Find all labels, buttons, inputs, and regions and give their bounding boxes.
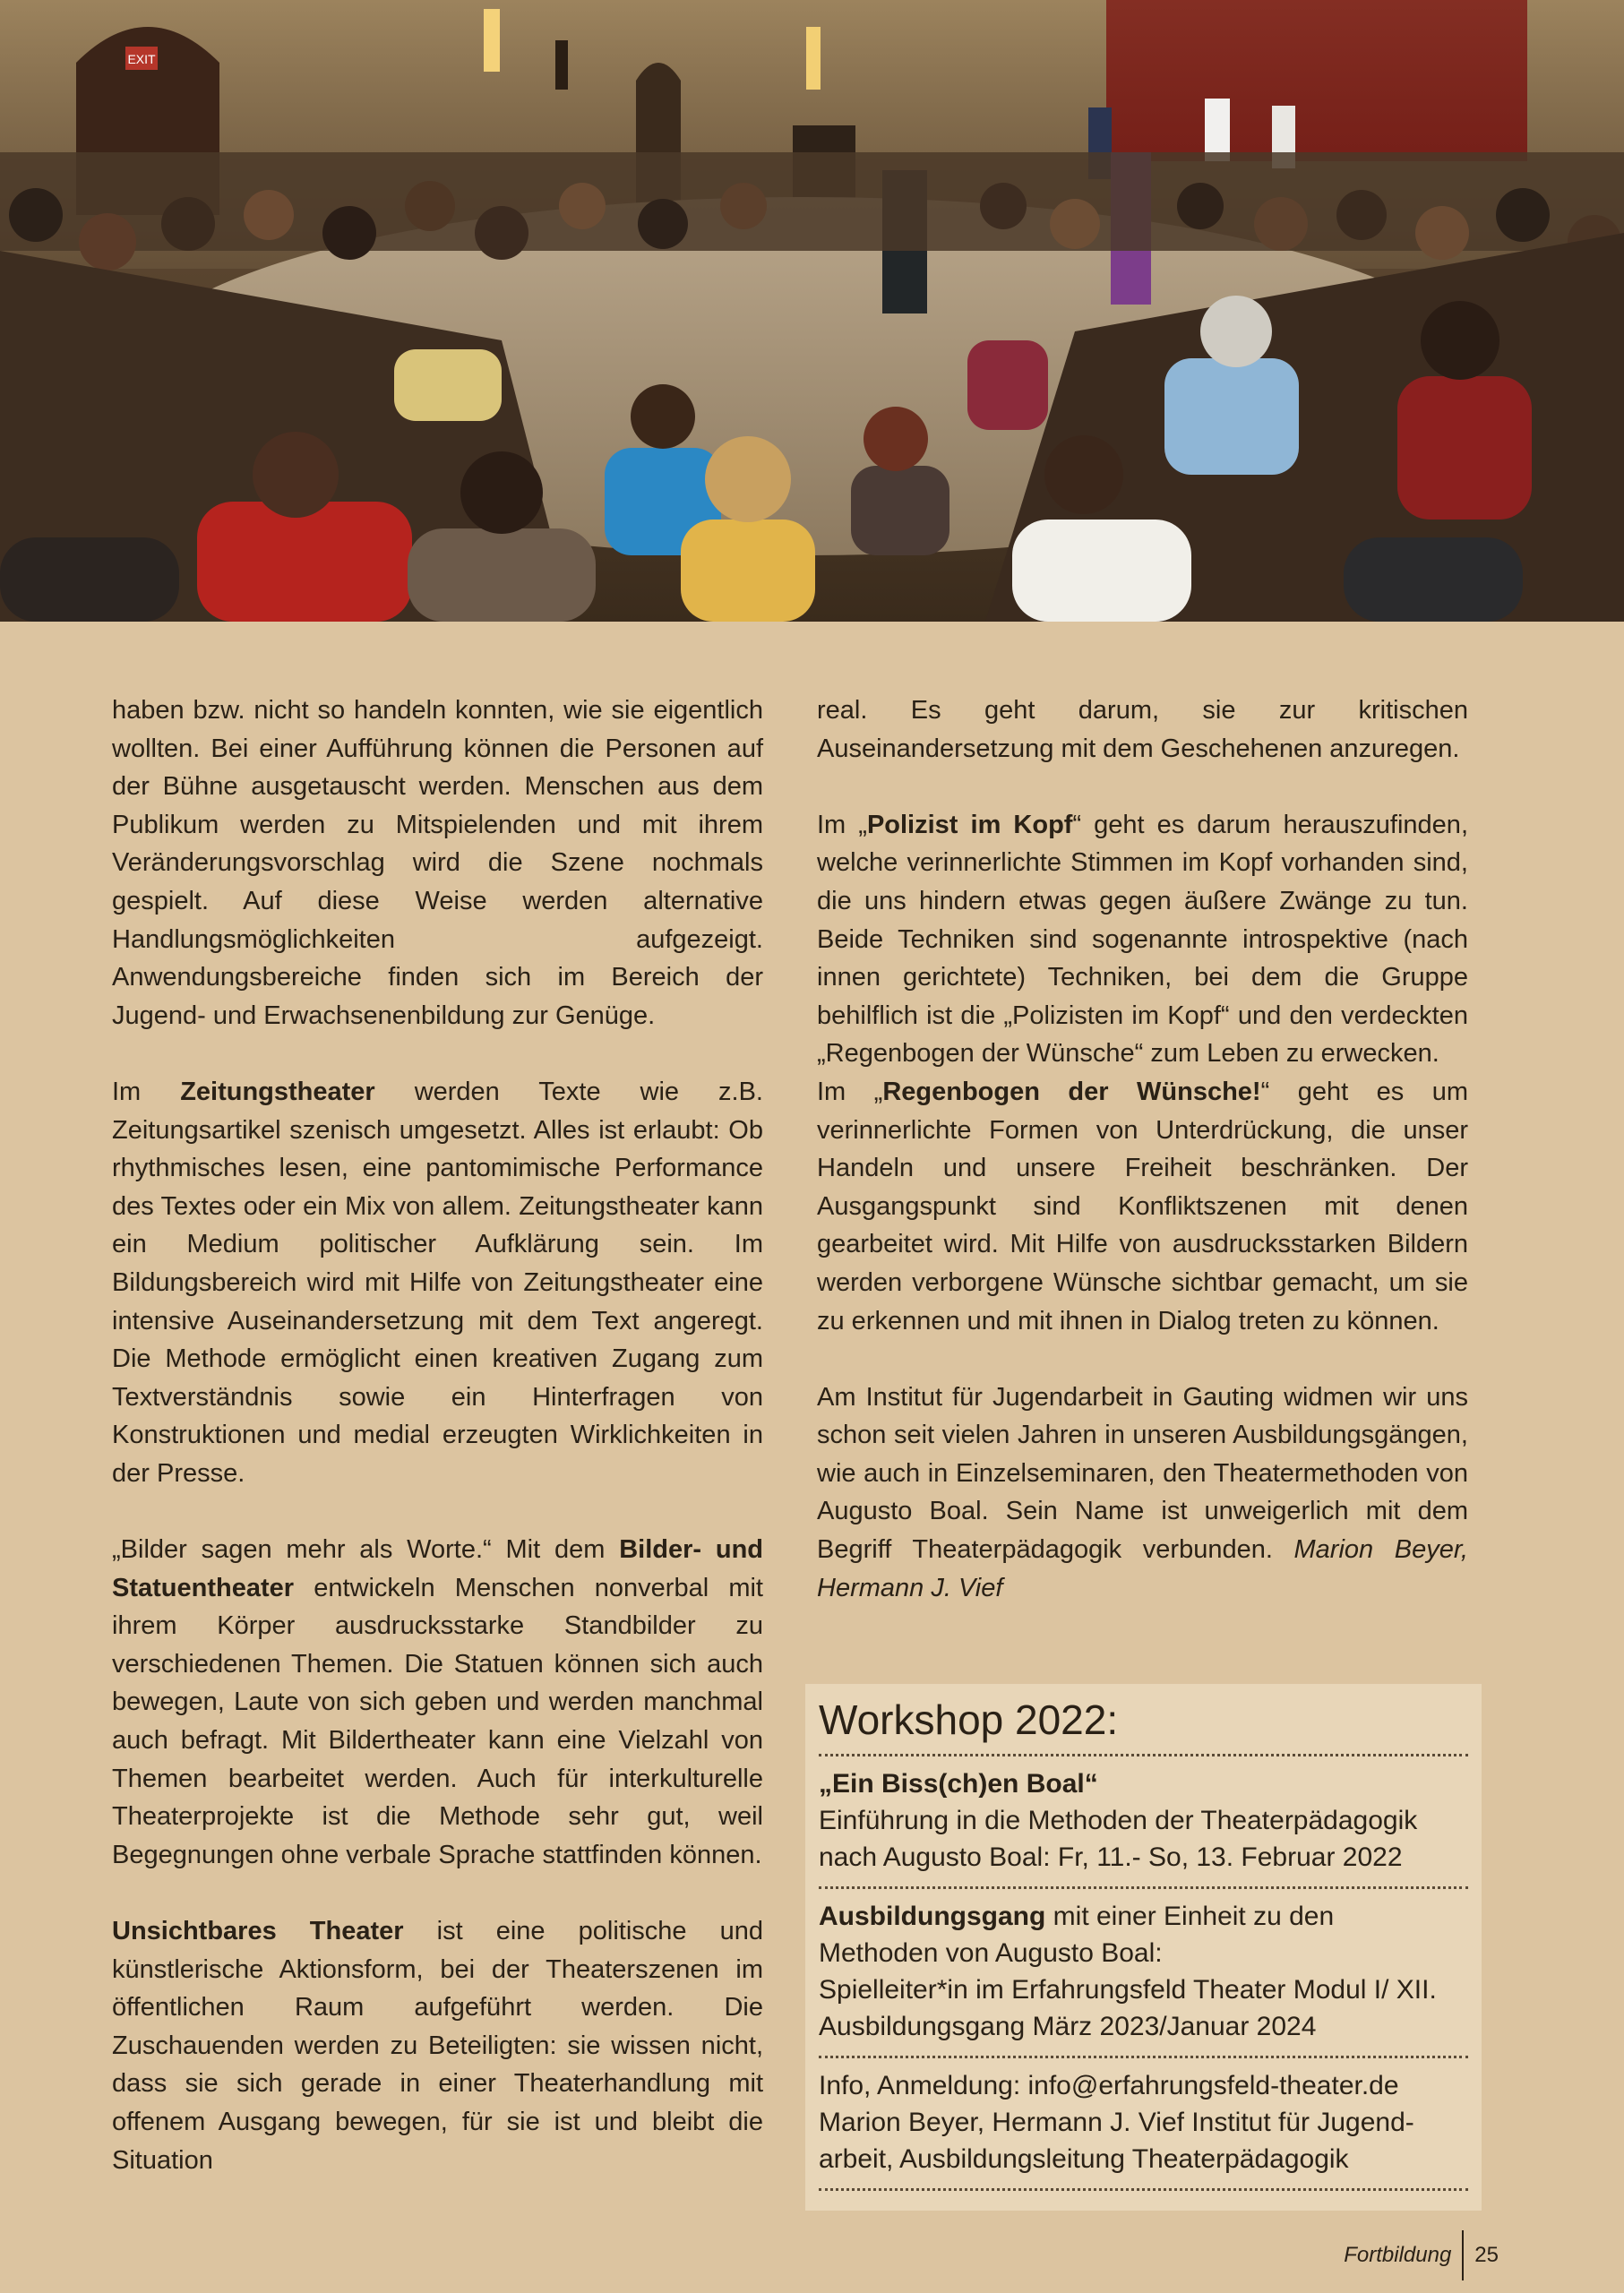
footer-section-name: Fortbildung: [1344, 2243, 1452, 2267]
term-polizist-im-kopf: Polizist im Kopf: [866, 810, 1073, 839]
paragraph-unsichtbares-theater: [112, 1912, 763, 2179]
text-run: Im „: [817, 1077, 883, 1106]
workshop-event-date: nach Augusto Boal: Fr, 11.- So, 13. Februar 2022: [819, 1842, 1403, 1872]
theater-audience-illustration: [0, 0, 1624, 622]
workshop-event-title: „Ein Biss(ch)en Boal“: [819, 1769, 1098, 1799]
workshop-ausbildungsgang-label: Ausbildungsgang: [819, 1902, 1046, 1931]
text-column-left: [112, 691, 763, 2179]
text-run: “ geht es darum herauszufinden, welche verinnerlichte Stimmen im Kopf vorhanden sind, die uns hindern etwas gegen äußere Zwänge zu tun. Beide Techniken sind sogenannte introspektive (nach innen gerichtete) Techniken, bei dem die Gruppe behilflich ist die „Polizisten im Kopf“ und den verdeckten „Regenbogen der Wünsche“ zum Leben zu erwecken.: [817, 810, 1468, 1069]
paragraph-regenbogen: [817, 1073, 1468, 1340]
exit-sign-text: EXIT: [127, 52, 156, 66]
workshop-title: Workshop 2022:: [819, 1696, 1119, 1743]
paragraph-zeitungstheater: [112, 1073, 763, 1493]
workshop-line: Ausbildungsgang März 2023/Januar 2024: [819, 2012, 1317, 2041]
workshop-line: Methoden von Augusto Boal:: [819, 1938, 1163, 1968]
workshop-section-ausbildung: [819, 1886, 1468, 2056]
workshop-event-line: Einführung in die Methoden der Theaterpädagogik: [819, 1806, 1418, 1835]
workshop-box: [805, 1684, 1482, 2211]
paragraph-institut: [817, 1378, 1468, 1608]
term-unsichtbares-theater: Unsichtbares Theater: [112, 1917, 404, 1945]
page-footer: [1344, 2230, 1499, 2280]
paragraph-continuation: real. Es geht darum, sie zur kritischen Auseinandersetzung mit dem Geschehenen anzuregen.: [817, 696, 1468, 763]
text-column-right: [817, 691, 1468, 1607]
workshop-contact-email[interactable]: Info, Anmeldung: info@erfahrungsfeld-theater.de: [819, 2071, 1399, 2100]
workshop-section-boal: [819, 1754, 1468, 1886]
text-run: „Bilder sagen mehr als Worte.“ Mit dem: [112, 1535, 620, 1565]
text-run: entwickeln Menschen nonverbal mit ihrem Körper ausdrucksstarke Standbilder zu verschiedenen Themen. Die Statuen können sich auch bewegen, Laute von sich geben und werden manchmal auch befragt. Mit Bildertheater kann eine Vielzahl von Themen bearbeitet werden. Auch für interkulturelle Theaterprojekte ist die Methode sehr gut, weil Begegnungen ohne verbale Sprache stattfinden können.: [112, 1573, 763, 1869]
workshop-section-info: [819, 2056, 1468, 2191]
workshop-contact-line: arbeit, Ausbildungsleitung Theaterpädagogik: [819, 2144, 1349, 2174]
term-zeitungstheater: Zeitungstheater: [180, 1077, 375, 1106]
text-run: ist eine politische und künstlerische Aktionsform, bei der Theaterszenen im öffentlichen Raum aufgeführt werden. Die Zuschauenden werden zu Beteiligten: sie wissen nicht, dass sie sich gerade in einer Theaterhandlung mit offenem Ausgang bewegen, für sie ist und bleibt die Situation: [112, 1917, 764, 2175]
term-bildertheater: Bilder- und Statuentheater: [112, 1535, 763, 1602]
text-run: mit einer Einheit zu den: [1045, 1902, 1335, 1931]
text-run: Im: [112, 1077, 181, 1106]
term-regenbogen-der-wuensche: Regenbogen der Wünsche!: [882, 1077, 1261, 1106]
text-run: werden Texte wie z.B. Zeitungsartikel szenisch umgesetzt. Alles ist erlaubt: Ob rhythmisches lesen, eine pantomimische Performance des Textes oder ein Mix von allem. Zeitungstheater kann ein Medium politischer Aufklärung sein. Im Bildungsbereich wird mit Hilfe von Zeitungstheater eine intensive Auseinandersetzung mit dem Text angeregt. Die Methode ermöglicht einen kreativen Zugang zum Textverständnis sowie ein Hinterfragen von Konstruktionen und medial erzeugten Wirklichkeiten in der Presse.: [112, 1077, 763, 1488]
text-run: Am Institut für Jugendarbeit in Gauting widmen wir uns schon seit vielen Jahren in unseren Ausbildungsgängen, wie auch in Einzelseminaren, den Theatermethoden von Augusto Boal. Sein Name ist unweigerlich mit dem Begriff Theaterpädagogik verbunden.: [817, 1382, 1468, 1565]
page-number: 25: [1474, 2243, 1499, 2267]
paragraph-polizist-im-kopf: [817, 806, 1468, 1073]
workshop-line: Spielleiter*in im Erfahrungsfeld Theater Modul I/ XII.: [819, 1975, 1437, 2005]
text-run: “ geht es um verinnerlichte Formen von Unterdrückung, die unser Handeln und unsere Freiheit beschränken. Der Ausgangspunkt sind Konfliktszenen mit denen gearbeitet wird. Mit Hilfe von ausdrucksstarken Bildern werden verborgene Wünsche sichtbar gemacht, um sie zu erkennen und mit ihnen in Dialog treten zu können.: [817, 1077, 1468, 1335]
paragraph-bildertheater: [112, 1531, 763, 1874]
authors: Marion Beyer, Hermann J. Vief: [817, 1535, 1468, 1602]
workshop-contact-line: Marion Beyer, Hermann J. Vief Institut für Jugend-: [819, 2108, 1414, 2137]
paragraph-forum-theater: haben bzw. nicht so handeln konnten, wie sie eigentlich wollten. Bei einer Aufführung können die Personen auf der Bühne ausgetauscht werden. Menschen aus dem Publikum werden zu Mitspielenden und mit ihrem Veränderungsvorschlag wird die Szene nochmals gespielt. Auf diese Weise werden alternative Handlungsmöglichkeiten aufgezeigt. Anwendungsbereiche finden sich im Bereich der Jugend- und Erwachsenenbildung zur Genüge.: [112, 696, 763, 1030]
hero-photo: [0, 0, 1624, 622]
text-run: Im „: [817, 810, 867, 839]
